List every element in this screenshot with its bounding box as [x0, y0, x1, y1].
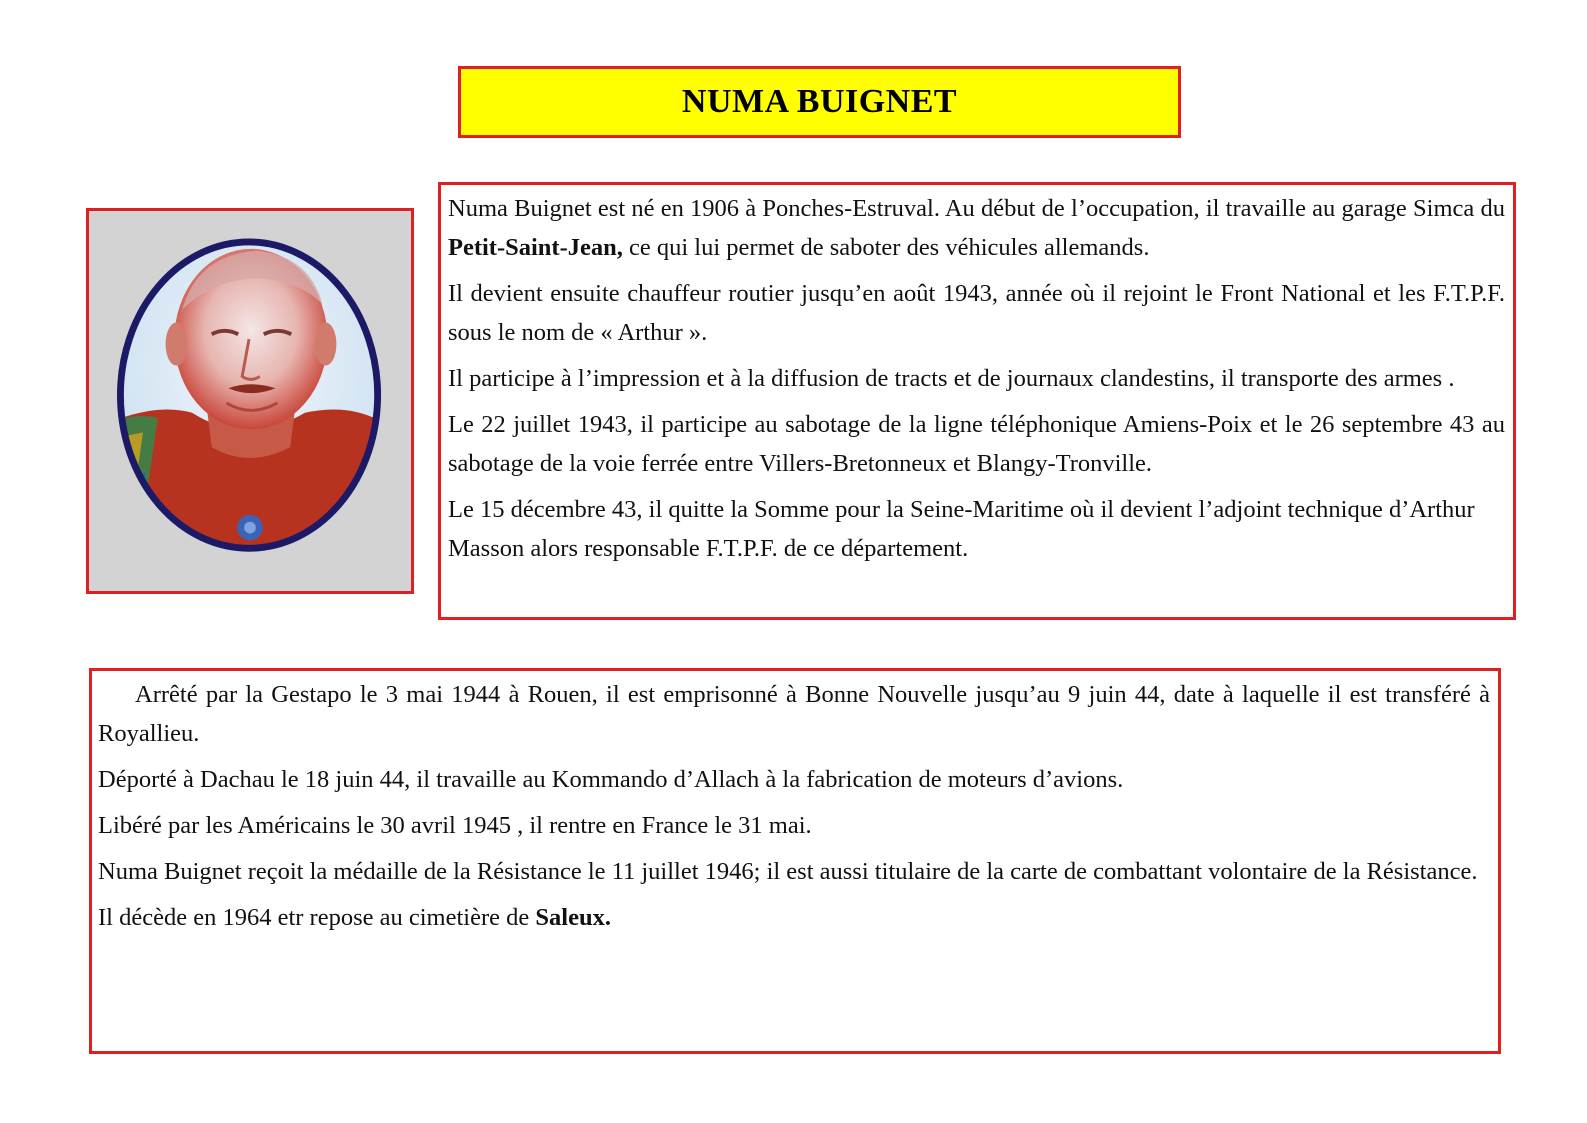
title-banner: [458, 66, 1181, 138]
biography-early: [438, 182, 1516, 620]
bio-paragraph: Le 22 juillet 1943, il participe au sabotage de la ligne téléphonique Amiens-Poix et le 26 septembre 43 au sabotage de la voie ferrée entre Villers-Bretonneux et Blangy-Tronville.: [448, 411, 1505, 477]
bio-paragraph: Le 15 décembre 43, il quitte la Somme pour la Seine-Maritime où il devient l’adjoint technique d’Arthur Masson alors responsable F.T.P.F. de ce département.: [448, 496, 1475, 562]
bio-paragraph: Il décède en 1964 etr repose au cimetière de Saleux.: [98, 904, 611, 931]
bio-paragraph: Arrêté par la Gestapo le 3 mai 1944 à Rouen, il est emprisonné à Bonne Nouvelle jusqu’au 9 juin 44, date à laquelle il est transféré à Royallieu.: [98, 681, 1490, 747]
bio-paragraph: Numa Buignet reçoit la médaille de la Résistance le 11 juillet 1946; il est aussi titulaire de la carte de combattant volontaire de la Résistance.: [98, 858, 1478, 885]
bio-paragraph: Déporté à Dachau le 18 juin 44, il travaille au Kommando d’Allach à la fabrication de moteurs d’avions.: [98, 766, 1124, 793]
bio-paragraph: Il participe à l’impression et à la diffusion de tracts et de journaux clandestins, il transporte des armes .: [448, 365, 1455, 392]
page-title: NUMA BUIGNET: [681, 83, 958, 120]
biography-deportation: [89, 668, 1501, 1054]
bio-paragraph: Numa Buignet est né en 1906 à Ponches-Estruval. Au début de l’occupation, il travaille au garage Simca du Petit-Saint-Jean, ce qui lui permet de saboter des véhicules allemands.: [448, 195, 1505, 261]
portrait-photo: [89, 211, 411, 591]
portrait-frame: [86, 208, 414, 594]
place-name: Petit-Saint-Jean,: [448, 234, 623, 261]
bio-paragraph: Libéré par les Américains le 30 avril 1945 , il rentre en France le 31 mai.: [98, 812, 812, 839]
place-name: Saleux.: [535, 904, 611, 931]
bio-paragraph: Il devient ensuite chauffeur routier jusqu’en août 1943, année où il rejoint le Front National et les F.T.P.F. sous le nom de « Arthur ».: [448, 280, 1505, 346]
